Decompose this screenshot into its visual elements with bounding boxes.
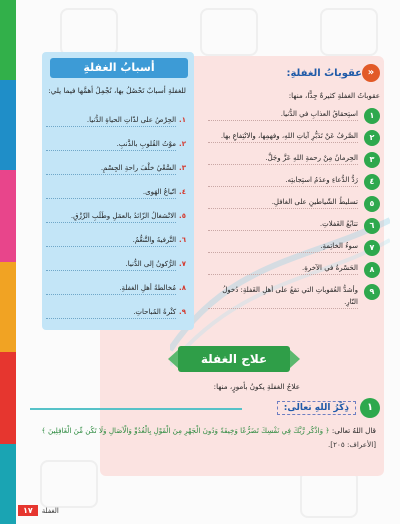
number-badge: ٧ [364,240,380,256]
list-item: ٤. اتّباعُ الهَوى. [46,186,186,210]
causes-list [46,114,186,330]
list-item: ٩. كثْرةُ المُباحاتِ. [46,306,186,330]
list-item: ٣ الحِرمانُ مِنْ رحمةِ اللهِ عَزَّ وجَلَّ. [208,152,380,168]
punishments-header [282,64,380,82]
punishments-list [208,108,380,315]
number-badge: ٥ [364,196,380,212]
watermark-icon [60,8,118,56]
verse-paragraph [30,424,376,452]
list-item: ١. الحِرْصُ على لذّاتِ الحياةِ الدُّنيا. [46,114,186,138]
divider [30,408,242,410]
number-badge: ٩ [364,284,380,300]
number-badge: ٣ [364,152,380,168]
list-item: ٣. السَّعْيُ خلْفَ راحةِ الجِسْمِ. [46,162,186,186]
color-strip-blue [0,80,16,170]
list-item: ٧ سوءُ الخاتِمةِ. [208,240,380,256]
list-item: ١ استِحقاقُ العذابِ في الدُّنيا. [208,108,380,124]
dhikr-header [277,398,380,418]
treatment-intro: علاجُ الغفلةِ يكونُ بأمورٍ، منها: [213,382,300,391]
watermark-icon [320,8,378,56]
dhikr-title: ذِكْرُ اللهِ تعالى: [277,401,356,415]
verse-lead: قال اللهُ تعالى: [331,426,376,435]
list-item: ٨. مُخالطةُ أهلِ الغفلةِ. [46,282,186,306]
number-badge: ٤ [364,174,380,190]
number-badge: ٦ [364,218,380,234]
punishments-intro: عقوباتُ الغفلةِ كثيرةٌ جِدًّا، منها: [288,91,380,100]
double-chevron-icon: « [362,64,380,82]
watermark-icon [40,460,98,508]
list-item: ٢ الصَّرفُ عَنْ تَدَبُّرِ آياتِ اللهِ، وفهمِها، والانْتِفاعِ بها. [208,130,380,146]
number-badge: ١ [360,398,380,418]
page-number: ١٧ [18,505,38,516]
causes-box [42,52,194,330]
list-item: ٥. الانْشغالُ الزّائدُ بالعمَلِ وطَلَبِ الرِّزْقِ. [46,210,186,234]
number-badge: ٢ [364,130,380,146]
quran-verse: ﴿ وَاذْكُر رَّبَّكَ فِي نَفْسِكَ تَضَرُّعًا وَخِيفَةً وَدُونَ الْجَهْرِ مِنَ الْقَوْلِ بِالْغُدُوِّ وَالْآصَالِ وَلَا تَكُن مِّنَ الْغَافِلِينَ ﴾ [41,426,330,435]
list-item: ٩ وأشدُّ العُقوباتِ التي تقعُ على أهلِ الغَفلةِ: دُخولُ النّارِ. [208,284,380,309]
list-item: ٤ رَدُّ الدُّعاءِ وعدَمُ استِجابتِه. [208,174,380,190]
causes-title: أسبابُ الغفلةِ [50,58,188,78]
color-strip-green [0,0,16,80]
list-item: ٦. التَّرفيهُ والتَّنعُّمُ. [46,234,186,258]
section-heading: علاج الغفلة [178,346,290,372]
color-strip-pink [0,170,16,262]
footer-title: الغفلة [41,506,59,515]
list-item: ٧. الرُّكونُ إلى الدُّنيا. [46,258,186,282]
causes-intro: للغفلةِ أسبابٌ تَحْصُلُ بها، نُجْمِلُ أهمَّها فيما يلي: [48,86,186,95]
list-item: ٨ الحَسْرةُ في الآخرةِ. [208,262,380,278]
watermark-icon [300,470,358,518]
verse-reference: [الأعراف: ٢٠٥]. [328,440,376,449]
punishments-title: عقوباتُ الغفلةِ: [286,67,362,79]
list-item: ٢. موْتُ القُلوبِ بالذَّنبِ. [46,138,186,162]
number-badge: ١ [364,108,380,124]
watermark-icon [200,8,258,56]
color-strip-teal [0,444,16,524]
list-item: ٦ تتابُعُ الغَفلاتِ. [208,218,380,234]
color-strip-red [0,352,16,444]
color-strip-orange [0,262,16,352]
list-item: ٥ تسليطُ الشّياطينِ على الغافلِ. [208,196,380,212]
page-footer [18,505,59,516]
number-badge: ٨ [364,262,380,278]
